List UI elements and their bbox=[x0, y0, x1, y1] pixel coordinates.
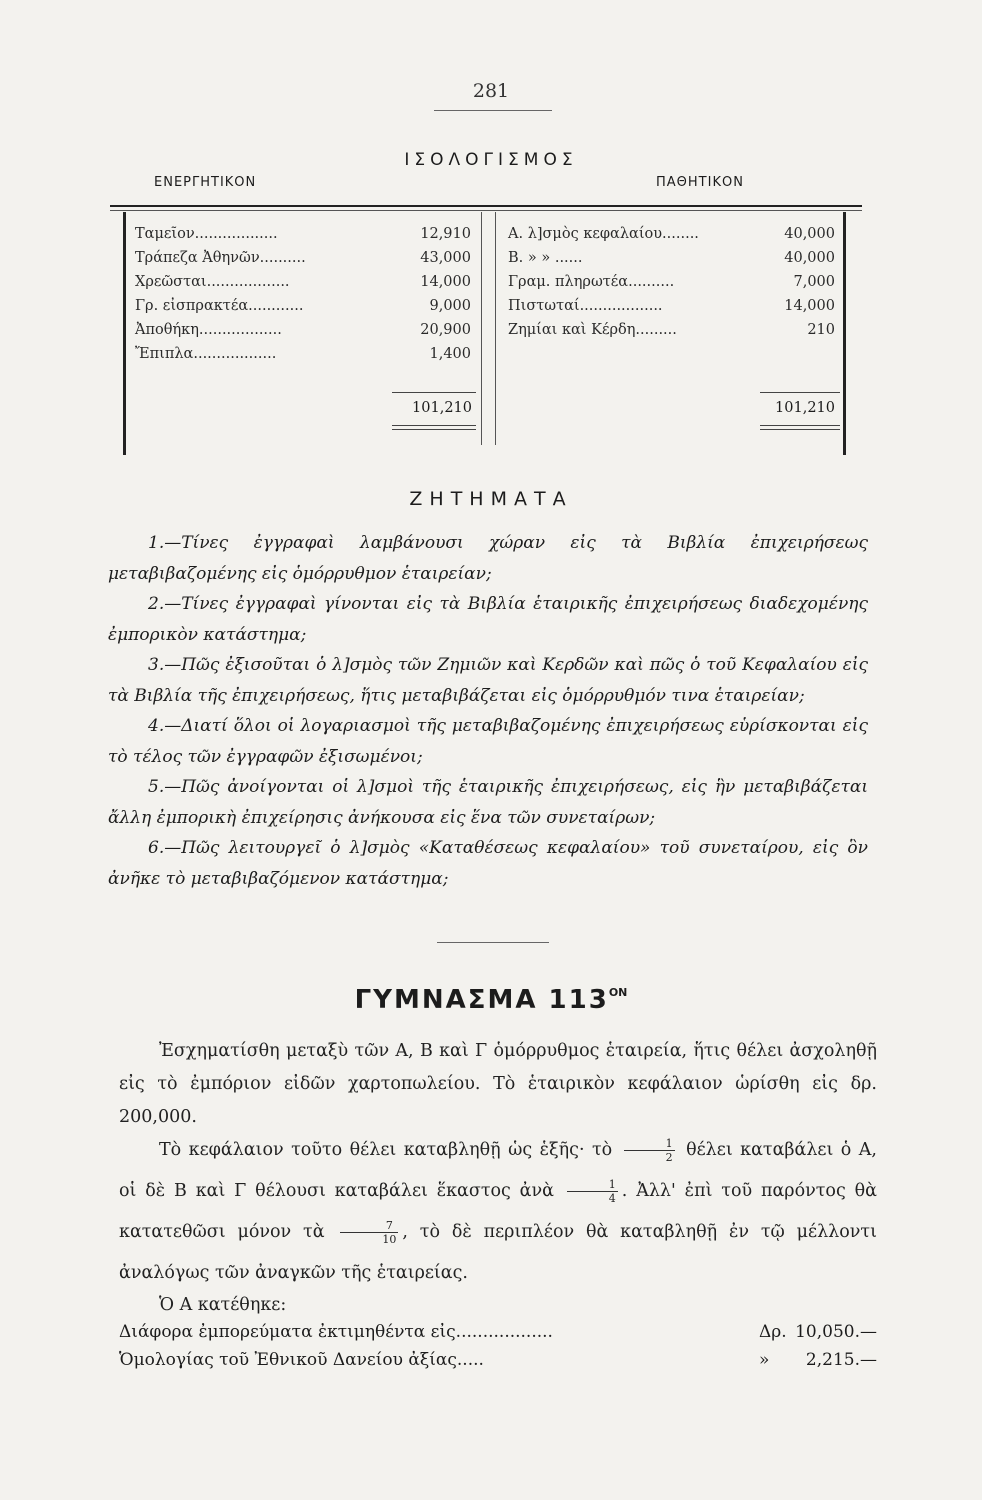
deposit-intro-text: Ὁ Α κατέθηκε: bbox=[159, 1295, 287, 1315]
exercise-title bbox=[0, 985, 982, 1015]
exercise-title-suffix: ΟΝ bbox=[608, 986, 628, 999]
asset-label: Ἔπιπλα.................. bbox=[135, 346, 277, 362]
question-item: 6.—Πῶς λειτουργεῖ ὁ λ]σμὸς «Καταθέσεως κεφαλαίου» τοῦ συνεταίρου, εἰς ὃν ἀνῆκε τὸ μεταβιβαζόμενον κατάστημα; bbox=[108, 838, 868, 889]
asset-label: Ταμεῖον.................. bbox=[135, 226, 278, 242]
para-segment: . Ἀλλ' ἐπὶ τοῦ παρόντος θὰ κατατεθῶσι μόνον τὰ bbox=[119, 1181, 877, 1242]
total-double-rule bbox=[760, 425, 840, 426]
asset-amount: 20,900 bbox=[420, 322, 471, 338]
liability-amount: 40,000 bbox=[784, 226, 835, 242]
liability-amount: 14,000 bbox=[784, 298, 835, 314]
assets-heading: ΕΝΕΡΓΗΤΙΚΟΝ bbox=[154, 175, 257, 190]
fraction bbox=[624, 1137, 675, 1164]
question-item: 4.—Διατί ὅλοι οἱ λογαριασμοὶ τῆς μεταβιβαζομένης ἐπιχειρήσεως εὑρίσκονται εἰς τὸ τέλος τῶν ἐγγραφῶν ἐξισωμένοι; bbox=[108, 716, 868, 767]
question-item: 2.—Τίνες ἐγγραφαὶ γίνονται εἰς τὰ Βιβλία ἑταιρικῆς ἐπιχειρήσεως διαδεχομένης ἐμπορικὸν κατάστημα; bbox=[108, 594, 868, 645]
asset-label: Ἀποθήκη.................. bbox=[135, 322, 282, 338]
para-segment: Τὸ κεφάλαιον τοῦτο θέλει καταβληθῇ ὡς ἑξῆς· τὸ bbox=[159, 1140, 613, 1160]
exercise-paragraph-2 bbox=[119, 1130, 877, 1294]
total-double-rule bbox=[392, 425, 476, 426]
page-number-rule bbox=[434, 110, 552, 111]
deposit-intro bbox=[119, 1290, 877, 1320]
exercise-paragraph-text: Ἐσχηματίσθη μεταξὺ τῶν Α, Β καὶ Γ ὁμόρρυθμος ἑταιρεία, ἥτις θέλει ἀσχοληθῇ εἰς τὸ ἐμπόριον εἰδῶν χαρτοπωλείου. Τὸ ἑταιρικὸν κεφάλαιον ὡρίσθη εἰς δρ. 200,000. bbox=[119, 1041, 877, 1127]
table-center-divider bbox=[481, 212, 482, 445]
fraction-denominator: 10 bbox=[382, 1233, 397, 1246]
para-segment: , τὸ δὲ περιπλέον θὰ καταβληθῇ ἐν τῷ μέλλοντι ἀναλόγως τῶν ἀναγκῶν τῆς ἑταιρείας. bbox=[119, 1222, 877, 1283]
table-top-rule-thin bbox=[110, 210, 862, 211]
fraction-numerator: 1 bbox=[624, 1137, 675, 1151]
exercise-title-text: ΓΥΜΝΑΣΜΑ 113 bbox=[354, 985, 609, 1015]
total-liabilities: 101,210 bbox=[775, 400, 835, 416]
exercise-paragraph-1 bbox=[119, 1035, 877, 1134]
total-rule bbox=[760, 392, 840, 393]
deposit-entry-label: Διάφορα ἐμπορεύματα ἐκτιμηθέντα εἰς.................. bbox=[119, 1322, 553, 1342]
asset-row bbox=[135, 322, 471, 346]
liability-row bbox=[508, 226, 835, 250]
deposit-entry bbox=[119, 1322, 877, 1348]
table-left-border bbox=[123, 212, 126, 455]
total-rule bbox=[392, 392, 476, 393]
liability-row bbox=[508, 322, 835, 346]
liability-label: Ζημίαι καὶ Κέρδη......... bbox=[508, 322, 677, 338]
liabilities-heading: ΠΑΘΗΤΙΚΟΝ bbox=[656, 175, 744, 190]
table-right-border bbox=[843, 212, 846, 455]
liability-label: Α. λ]σμὸς κεφαλαίου........ bbox=[508, 226, 699, 242]
liability-row bbox=[508, 298, 835, 322]
asset-row bbox=[135, 226, 471, 250]
asset-amount: 9,000 bbox=[429, 298, 471, 314]
asset-label: Τράπεζα Ἀθηνῶν.......... bbox=[135, 250, 306, 266]
total-double-rule bbox=[760, 429, 840, 430]
para-segment: θέλει καταβάλει ὁ Α, οἱ δὲ Β καὶ Γ θέλουσι καταβάλει ἕκαστος ἀνὰ bbox=[119, 1140, 877, 1201]
asset-label: Γρ. εἰσπρακτέα............ bbox=[135, 298, 304, 314]
table-top-rule bbox=[110, 205, 862, 207]
deposit-entry-currency: Δρ. bbox=[759, 1322, 787, 1342]
liability-label: Β. » » ...... bbox=[508, 250, 583, 266]
fraction-numerator: 7 bbox=[340, 1219, 398, 1233]
question-item: 3.—Πῶς ἐξισοῦται ὁ λ]σμὸς τῶν Ζημιῶν καὶ Κερδῶν καὶ πῶς ὁ τοῦ Κεφαλαίου εἰς τὰ Βιβλία τῆς ἐπιχειρήσεως, ἥτις μεταβιβάζεται εἰς ὁμόρρυθμόν τινα ἑταιρείαν; bbox=[108, 655, 868, 706]
total-assets: 101,210 bbox=[412, 400, 472, 416]
liability-label: Πιστωταί.................. bbox=[508, 298, 663, 314]
asset-row bbox=[135, 274, 471, 298]
question-item: 1.—Τίνες ἐγγραφαὶ λαμβάνουσι χώραν εἰς τὰ Βιβλία ἐπιχειρήσεως μεταβιβαζομένης εἰς ὁμόρρυθμον ἑταιρείαν; bbox=[108, 533, 868, 584]
deposit-entry-label: Ὁμολογίας τοῦ Ἐθνικοῦ Δανείου ἀξίας..... bbox=[119, 1350, 484, 1370]
liability-amount: 40,000 bbox=[784, 250, 835, 266]
deposit-entry-value: 10,050.— bbox=[795, 1322, 877, 1342]
liability-amount: 210 bbox=[807, 322, 835, 338]
asset-amount: 43,000 bbox=[420, 250, 471, 266]
liability-row bbox=[508, 274, 835, 298]
deposit-entry bbox=[119, 1350, 877, 1376]
asset-label: Χρεῶσται.................. bbox=[135, 274, 290, 290]
balance-sheet-title: ΙΣΟΛΟΓΙΣΜΟΣ bbox=[404, 150, 578, 170]
asset-row bbox=[135, 346, 471, 370]
exercise-paragraph-text bbox=[119, 1130, 877, 1294]
questions-list bbox=[108, 528, 868, 894]
liability-label: Γραμ. πληρωτέα.......... bbox=[508, 274, 675, 290]
questions-title: ΖΗΤΗΜΑΤΑ bbox=[409, 488, 573, 510]
asset-amount: 12,910 bbox=[420, 226, 471, 242]
liability-row bbox=[508, 250, 835, 274]
fraction-denominator: 2 bbox=[665, 1151, 673, 1164]
asset-row bbox=[135, 250, 471, 274]
asset-row bbox=[135, 298, 471, 322]
fraction-numerator: 1 bbox=[567, 1178, 618, 1192]
liability-amount: 7,000 bbox=[793, 274, 835, 290]
deposit-entry-value: 2,215.— bbox=[805, 1350, 877, 1370]
fraction bbox=[340, 1219, 398, 1246]
question-item: 5.—Πῶς ἀνοίγονται οἱ λ]σμοὶ τῆς ἑταιρικῆς ἐπιχειρήσεως, εἰς ἣν μεταβιβάζεται ἄλλη ἐμπορικὴ ἐπιχείρησις ἀνήκουσα εἰς ἕνα τῶν συνεταίρων; bbox=[108, 777, 868, 828]
deposit-entry-currency: » bbox=[759, 1350, 770, 1370]
asset-amount: 1,400 bbox=[429, 346, 471, 362]
section-divider bbox=[437, 942, 549, 943]
page-number: 281 bbox=[472, 80, 510, 102]
fraction-denominator: 4 bbox=[608, 1192, 616, 1205]
table-center-divider bbox=[495, 212, 496, 445]
total-double-rule bbox=[392, 429, 476, 430]
fraction bbox=[567, 1178, 618, 1205]
asset-amount: 14,000 bbox=[420, 274, 471, 290]
